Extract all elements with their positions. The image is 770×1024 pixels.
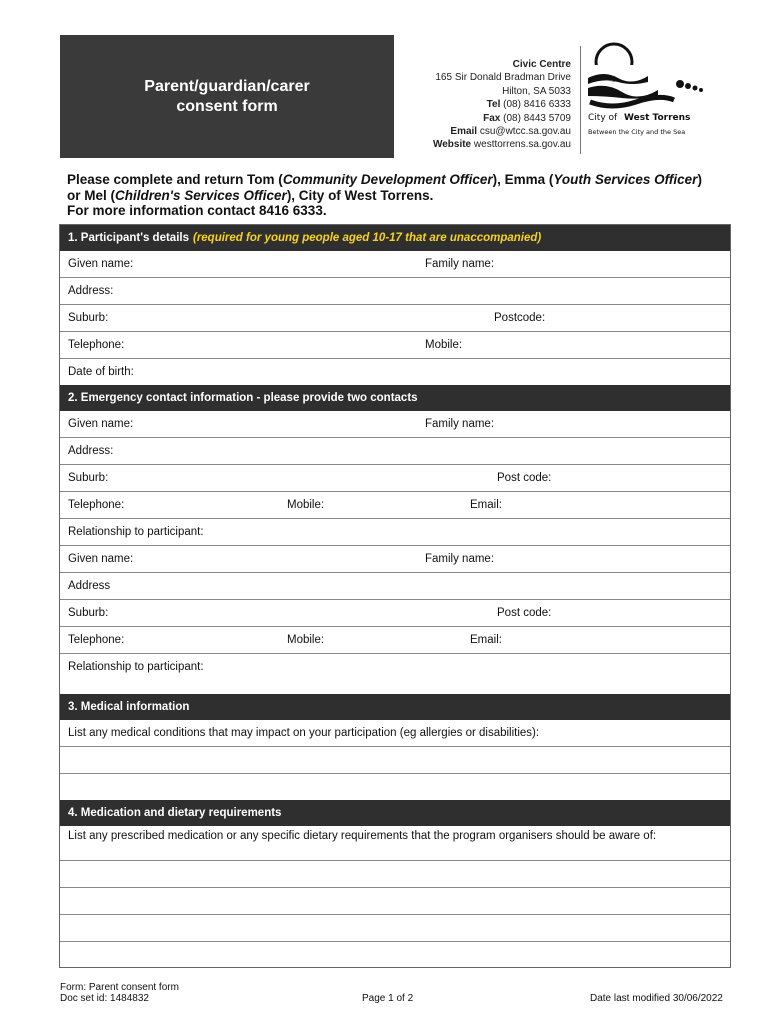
form-title-line2: consent form <box>176 97 278 115</box>
section-1-title: 1. Participant's details <box>68 232 189 244</box>
intro-part: ), City of West Torrens. <box>286 187 434 203</box>
contact2-suburb-row[interactable] <box>60 599 730 626</box>
header-divider <box>580 46 581 154</box>
email-label: Email <box>450 126 478 138</box>
footer-date-modified: Date last modified 30/06/2022 <box>590 993 723 1004</box>
medication-prompt: List any prescribed medication or any specific dietary requirements that the program organisers should be aware of: <box>68 830 657 842</box>
contact2-relationship-row[interactable] <box>60 653 730 694</box>
medication-answer-line[interactable] <box>60 941 730 967</box>
intro-role: Children's Services Officer <box>115 187 287 203</box>
suburb-label: Suburb: <box>68 472 109 484</box>
given-name-label: Given name: <box>68 418 134 430</box>
address-label: Address: <box>68 445 114 457</box>
logo-tagline: Between the City and the Sea <box>588 128 686 136</box>
section-3-header <box>60 694 730 720</box>
participant-address-row[interactable] <box>60 277 730 304</box>
tel-label: Tel <box>486 99 501 111</box>
intro-text <box>67 172 717 219</box>
medication-answer-line[interactable] <box>60 860 730 887</box>
west-torrens-logo <box>584 40 719 140</box>
telephone-label: Telephone: <box>68 339 125 351</box>
participant-dob-row[interactable] <box>60 358 730 385</box>
section-3-title: 3. Medical information <box>68 701 190 713</box>
footer-docset: Doc set id: 1484832 <box>60 993 149 1004</box>
given-name-label: Given name: <box>68 258 134 270</box>
address-line2: Hilton, SA 5033 <box>502 85 571 97</box>
suburb-label: Suburb: <box>68 607 109 619</box>
telephone-label: Telephone: <box>68 634 125 646</box>
suburb-label: Suburb: <box>68 312 109 324</box>
form-title-line1: Parent/guardian/carer <box>144 77 310 95</box>
website-label: Website <box>432 139 472 151</box>
footer-form-name: Form: Parent consent form <box>60 982 179 993</box>
medical-prompt: List any medical conditions that may impact on your participation (eg allergies or disabilities): <box>68 727 540 739</box>
postcode-label: Post code: <box>497 472 552 484</box>
participant-suburb-row[interactable] <box>60 304 730 331</box>
intro-contact-line: For more information contact 8416 6333. <box>67 203 327 218</box>
fax-value: (08) 8443 5709 <box>503 112 571 124</box>
medication-answer-line[interactable] <box>60 914 730 941</box>
section-1-header <box>60 225 730 251</box>
civic-centre-contact <box>405 58 571 152</box>
participant-name-row[interactable] <box>60 251 730 277</box>
section-1-note: (required for young people aged 10-17 that are unaccompanied) <box>192 232 542 244</box>
consent-form <box>59 224 731 968</box>
family-name-label: Family name: <box>425 258 495 270</box>
mobile-label: Mobile: <box>287 499 325 511</box>
contact2-name-row[interactable] <box>60 545 730 572</box>
given-name-label: Given name: <box>68 553 134 565</box>
logo-text-west-torrens: West Torrens <box>624 113 691 123</box>
intro-part: ) or Mel ( <box>67 172 702 203</box>
postcode-label: Postcode: <box>494 312 546 324</box>
relationship-label: Relationship to participant: <box>68 661 204 673</box>
fax-label: Fax <box>483 112 501 124</box>
intro-part: ), Emma ( <box>492 172 554 187</box>
medical-prompt-row <box>60 720 730 746</box>
contact1-suburb-row[interactable] <box>60 464 730 491</box>
website-value: westtorrens.sa.gov.au <box>473 139 571 151</box>
mobile-label: Mobile: <box>425 339 463 351</box>
contact1-name-row[interactable] <box>60 411 730 437</box>
relationship-label: Relationship to participant: <box>68 526 204 538</box>
medication-answer-line[interactable] <box>60 887 730 914</box>
contact2-address-row[interactable] <box>60 572 730 599</box>
section-4-title: 4. Medication and dietary requirements <box>68 807 282 819</box>
contact1-relationship-row[interactable] <box>60 518 730 545</box>
family-name-label: Family name: <box>425 553 495 565</box>
medication-prompt-row <box>60 826 730 860</box>
family-name-label: Family name: <box>425 418 495 430</box>
email-label: Email: <box>470 499 502 511</box>
section-2-header <box>60 385 730 411</box>
telephone-label: Telephone: <box>68 499 125 511</box>
address-line1: 165 Sir Donald Bradman Drive <box>435 72 571 84</box>
civic-centre-label: Civic Centre <box>512 59 571 70</box>
footer-form-info <box>60 982 179 1004</box>
email-label: Email: <box>470 634 502 646</box>
contact1-phone-row[interactable] <box>60 491 730 518</box>
dob-label: Date of birth: <box>68 366 134 378</box>
form-title-box <box>60 35 394 158</box>
medical-answer-line[interactable] <box>60 773 730 800</box>
logo-text-city: City of <box>588 113 618 123</box>
mobile-label: Mobile: <box>287 634 325 646</box>
address-label: Address: <box>68 285 114 297</box>
email-value: csu@wtcc.sa.gov.au <box>479 126 571 138</box>
footer-page-number: Page 1 of 2 <box>362 993 414 1004</box>
postcode-label: Post code: <box>497 607 552 619</box>
contact2-phone-row[interactable] <box>60 626 730 653</box>
participant-phone-row[interactable] <box>60 331 730 358</box>
contact1-address-row[interactable] <box>60 437 730 464</box>
tel-value: (08) 8416 6333 <box>503 99 571 111</box>
medical-answer-line[interactable] <box>60 746 730 773</box>
section-4-header <box>60 800 730 826</box>
intro-part: Please complete and return Tom ( <box>67 172 283 187</box>
intro-role: Community Development Officer <box>282 172 493 187</box>
address-label: Address <box>68 580 111 592</box>
intro-role: Youth Services Officer <box>553 172 698 187</box>
section-2-title: 2. Emergency contact information - please provide two contacts <box>68 392 418 404</box>
